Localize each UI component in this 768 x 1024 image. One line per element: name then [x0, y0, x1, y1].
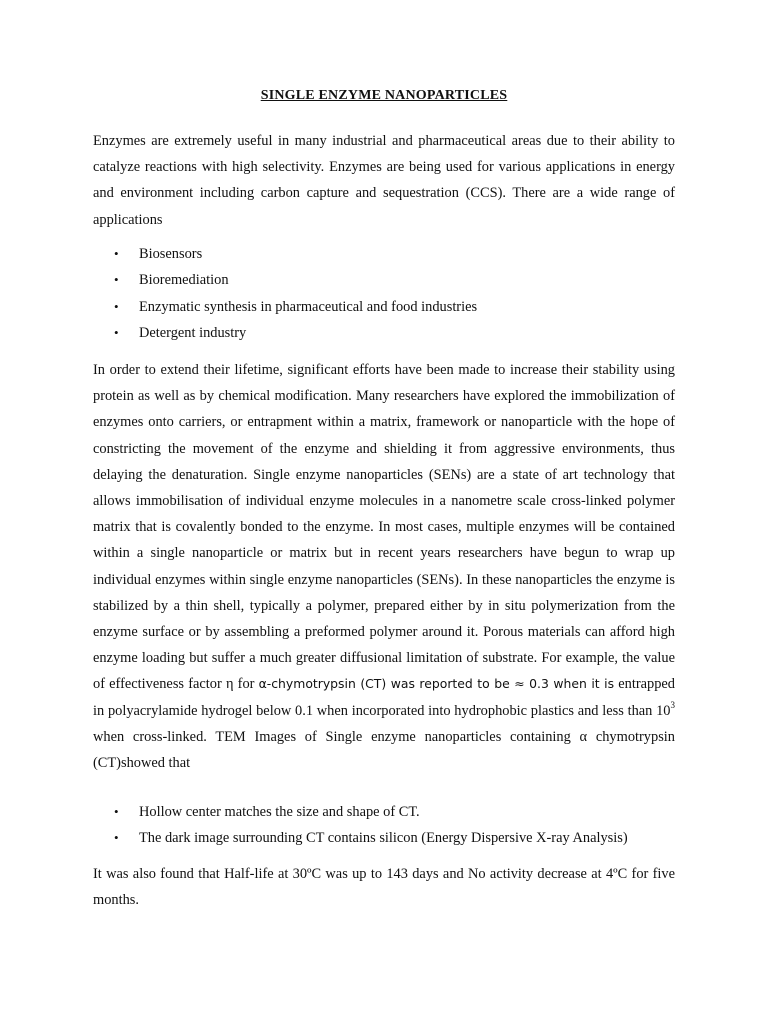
main-paragraph-text-4: when cross-linked. TEM Images of Single enzyme nanoparticles containing α chymotrypsin (CT)showed that: [93, 728, 675, 772]
exponent: 3: [670, 699, 675, 710]
main-paragraph-text-3: entrapped in polyacrylamide hydrogel below 0.1 when incorporated into hydrophobic plastics and less than 10: [93, 676, 675, 719]
bullet-icon: •: [114, 298, 119, 314]
list-item-text: The dark image surrounding CT contains silicon (Energy Dispersive X-ray Analysis): [139, 830, 628, 847]
main-paragraph-text-1: In order to extend their lifetime, significant efforts have been made to increase their stability using protein as well as by chemical modification. Many researchers have explored the immobilization of enzymes onto carriers, or entrapment within a matrix, framework or nanoparticle with the hope of constricting the movement of the enzyme and shielding it from aggressive environments, thus delaying the denaturation. Single enzyme nanoparticles (SENs) are a state of art technology that allows immobilisation of individual enzyme molecules in a nanometre scale cross-linked polymer matrix that is covalently bonded to the enzyme. In most cases, multiple enzymes will be contained within a single nanoparticle or matrix but in recent years researchers have begun to wrap up individual enzymes within single enzyme nanoparticles (SENs). In these nanoparticles the enzyme is stabilized by a thin shell, typically a polymer, prepared either by in situ polymerization from the enzyme surface or by assembling a preformed polymer around it. Porous materials can afford high enzyme loading but suffer a much greater diffusional limitation of substrate. For example, the value of effectiveness factor: [93, 362, 675, 693]
main-paragraph: [93, 357, 675, 776]
list-item: [93, 799, 693, 825]
list-item: [93, 241, 693, 267]
bullet-icon: •: [114, 830, 119, 846]
bullet-icon: •: [114, 246, 119, 261]
findings-list: [93, 799, 693, 852]
closing-paragraph: It was also found that Half-life at 30ºC was up to 143 days and No activity decrease at 4ºC for five months.: [93, 866, 675, 909]
list-item: [93, 320, 693, 346]
list-item-text: Detergent industry: [139, 324, 247, 341]
list-item: [93, 267, 693, 293]
chymotrypsin-phrase: α-chymotrypsin (CT) was reported to be ≈ 0.3 when it is: [258, 676, 615, 692]
eta-symbol: η: [225, 676, 234, 693]
list-item: [93, 825, 693, 851]
document-title: SINGLE ENZYME NANOPARTICLES: [260, 88, 508, 103]
intro-paragraph: Enzymes are extremely useful in many industrial and pharmaceutical areas due to their ability to catalyze reactions with high selectivity. Enzymes are being used for various applications in energy and environment including carbon capture and sequestration (CCS). There are a wide range of applications: [93, 133, 675, 228]
list-item-text: Enzymatic synthesis in pharmaceutical and food industries: [139, 298, 478, 315]
applications-list: [93, 241, 693, 346]
bullet-icon: •: [114, 324, 119, 340]
bullet-icon: •: [114, 804, 119, 819]
main-paragraph-text-2: for: [233, 676, 259, 693]
list-item-text: Biosensors: [139, 246, 203, 262]
list-item-text: Hollow center matches the size and shape of CT.: [139, 804, 420, 820]
list-item-text: Bioremediation: [139, 272, 229, 289]
list-item: [93, 294, 693, 320]
bullet-icon: •: [114, 272, 119, 288]
